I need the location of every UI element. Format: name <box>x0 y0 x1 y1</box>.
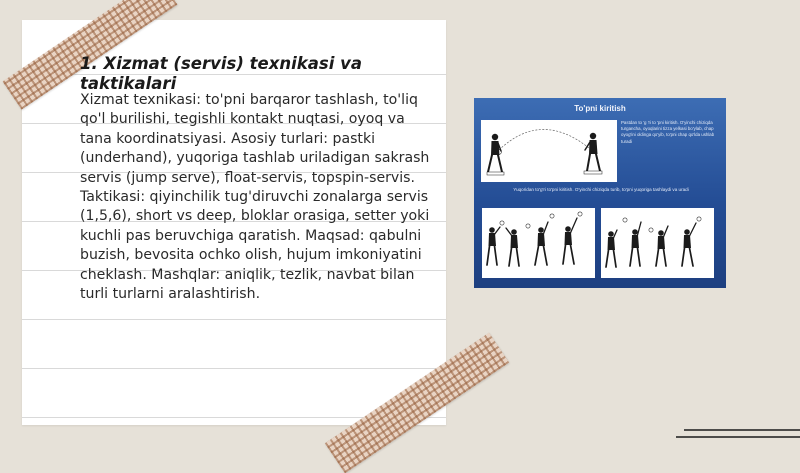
overhand-serve-drawing-left <box>482 208 595 278</box>
overhand-serve-panel-left <box>482 208 595 278</box>
text-block <box>80 54 430 304</box>
slide-heading: 1. Xizmat (servis) texnikasi va taktikalari <box>80 54 362 93</box>
decorative-lines <box>676 424 800 444</box>
overhand-serve-drawing-right <box>601 208 714 278</box>
overhand-serve-panel-right <box>601 208 714 278</box>
illustration-caption: Yuqoridan to'g'ri to'pni kiritish. O'yinchi chiziqda turib, to'pni yuqoriga tashlaydi va uradi <box>513 187 689 192</box>
illustration-title: To'pni kiritish <box>574 104 626 113</box>
serve-illustration <box>474 98 726 288</box>
underhand-serve-panel <box>481 120 617 182</box>
underhand-serve-drawing <box>481 120 617 182</box>
illustration-note: Pastdan to 'g 'ri to 'pni kiritish. O'yinchi chiziqda turgancha, oyoqlarini tizza yelkasi bo'ylab, chap oyog'ini oldinga qo'yib, to'pni chap qo'lda ushlab turadi <box>621 120 715 144</box>
slide-body-text: Xizmat texnikasi: to'pni barqaror tashlash, to'liq qo'l burilishi, tegishli kontakt nuqtasi, oyoq va tana koordinatsiyasi. Asosiy turlari: pastki (underhand), yuqoriga tashlab uriladigan sakrash servis (jump serve), float-servis, topspin-servis. Taktikasi: qiyinchilik tug'diruvchi zonalarga servis (1,5,6), short vs deep, bloklar orasiga, setter yoki kuchli pas beruvchiga qaratish. Maqsad: qabulni buzish, bevosita ochko olish, hujum imkoniyatini cheklash. Mashqlar: aniqlik, tezlik, navbat bilan turli turlarni aralashtirish. <box>80 92 430 303</box>
